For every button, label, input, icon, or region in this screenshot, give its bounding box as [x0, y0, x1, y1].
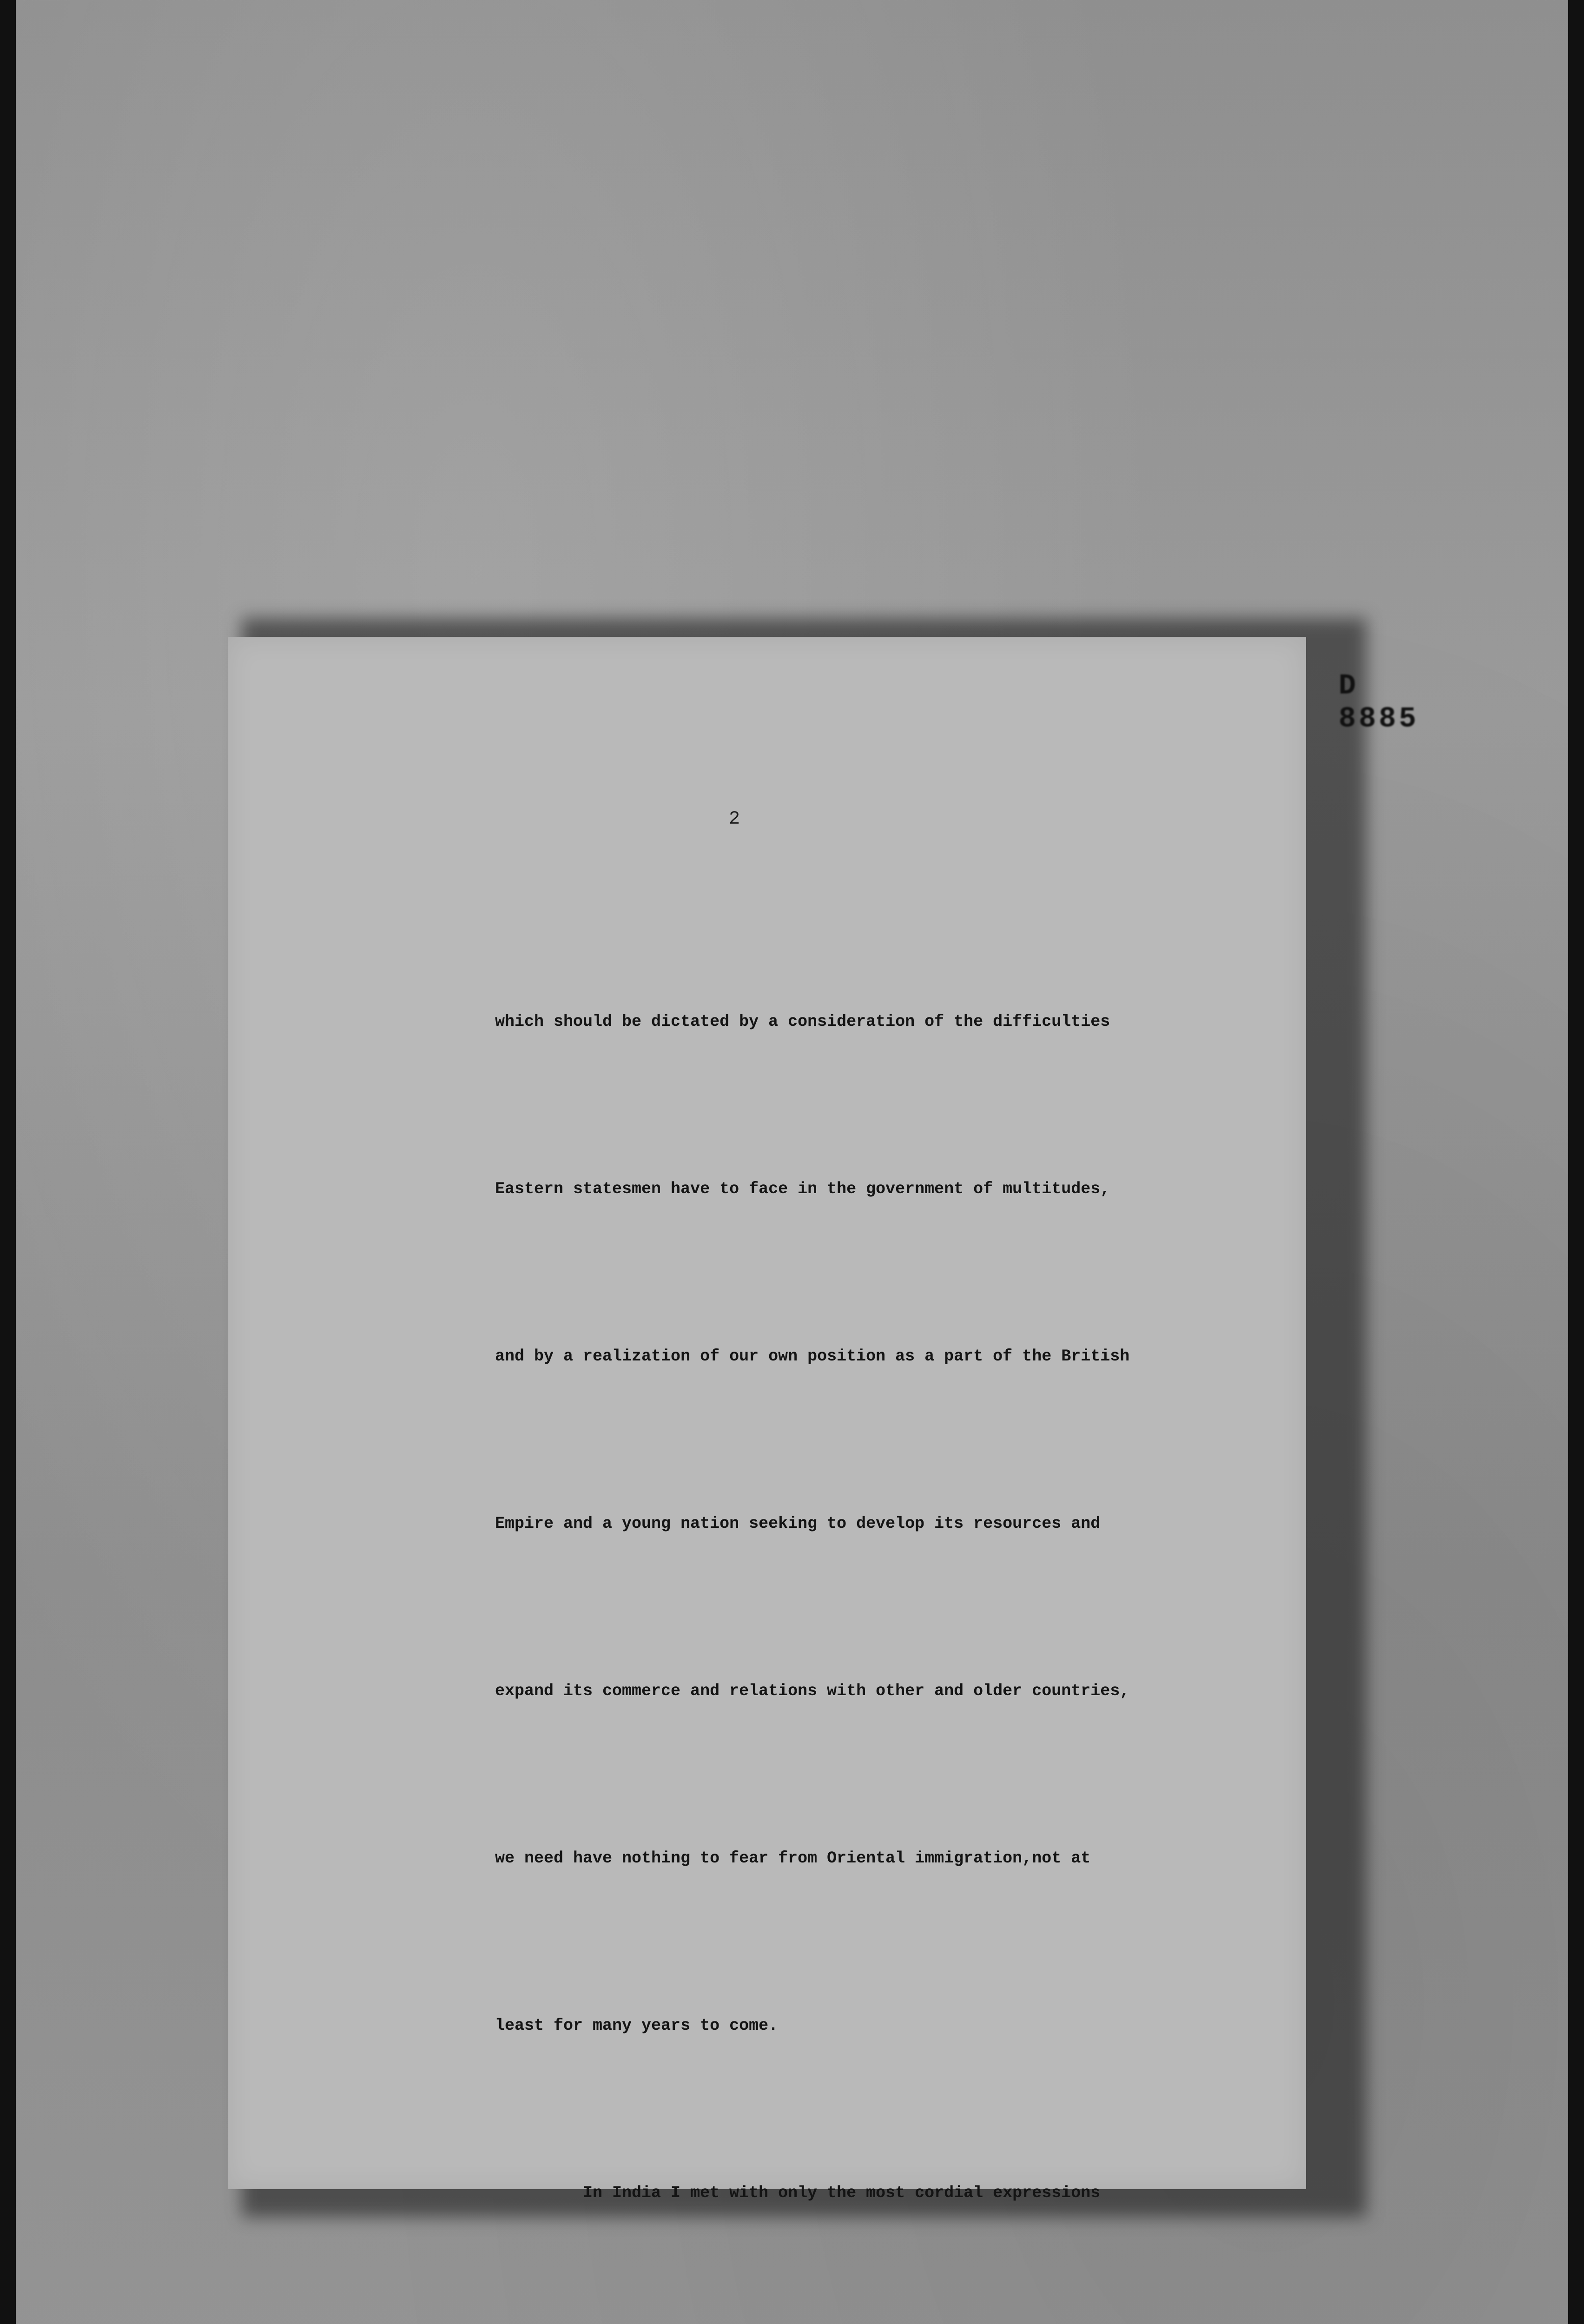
typed-text: [495, 882, 1139, 2324]
text-line: Eastern statesmen have to face in the government of multitudes,: [495, 1180, 1110, 1198]
page-number: 2: [729, 809, 740, 830]
text-line: expand its commerce and relations with other and older countries,: [495, 1682, 1130, 1700]
text-line: which should be dictated by a consideration of the difficulties: [495, 1012, 1110, 1031]
text-line: and by a realization of our own position as a part of the British: [495, 1347, 1130, 1366]
typed-page: [228, 637, 1419, 2202]
text-line: we need have nothing to fear from Oriental immigration,not at: [495, 1849, 1091, 1868]
text-line: least for many years to come.: [495, 2016, 779, 2035]
film-edge-left: [0, 0, 16, 2324]
text-line: Empire and a young nation seeking to develop its resources and: [495, 1514, 1101, 1533]
text-line: In India I met with only the most cordial expressions: [495, 2184, 1101, 2202]
file-stamp: D 8885: [1339, 669, 1419, 735]
film-edge-right: [1568, 0, 1584, 2324]
